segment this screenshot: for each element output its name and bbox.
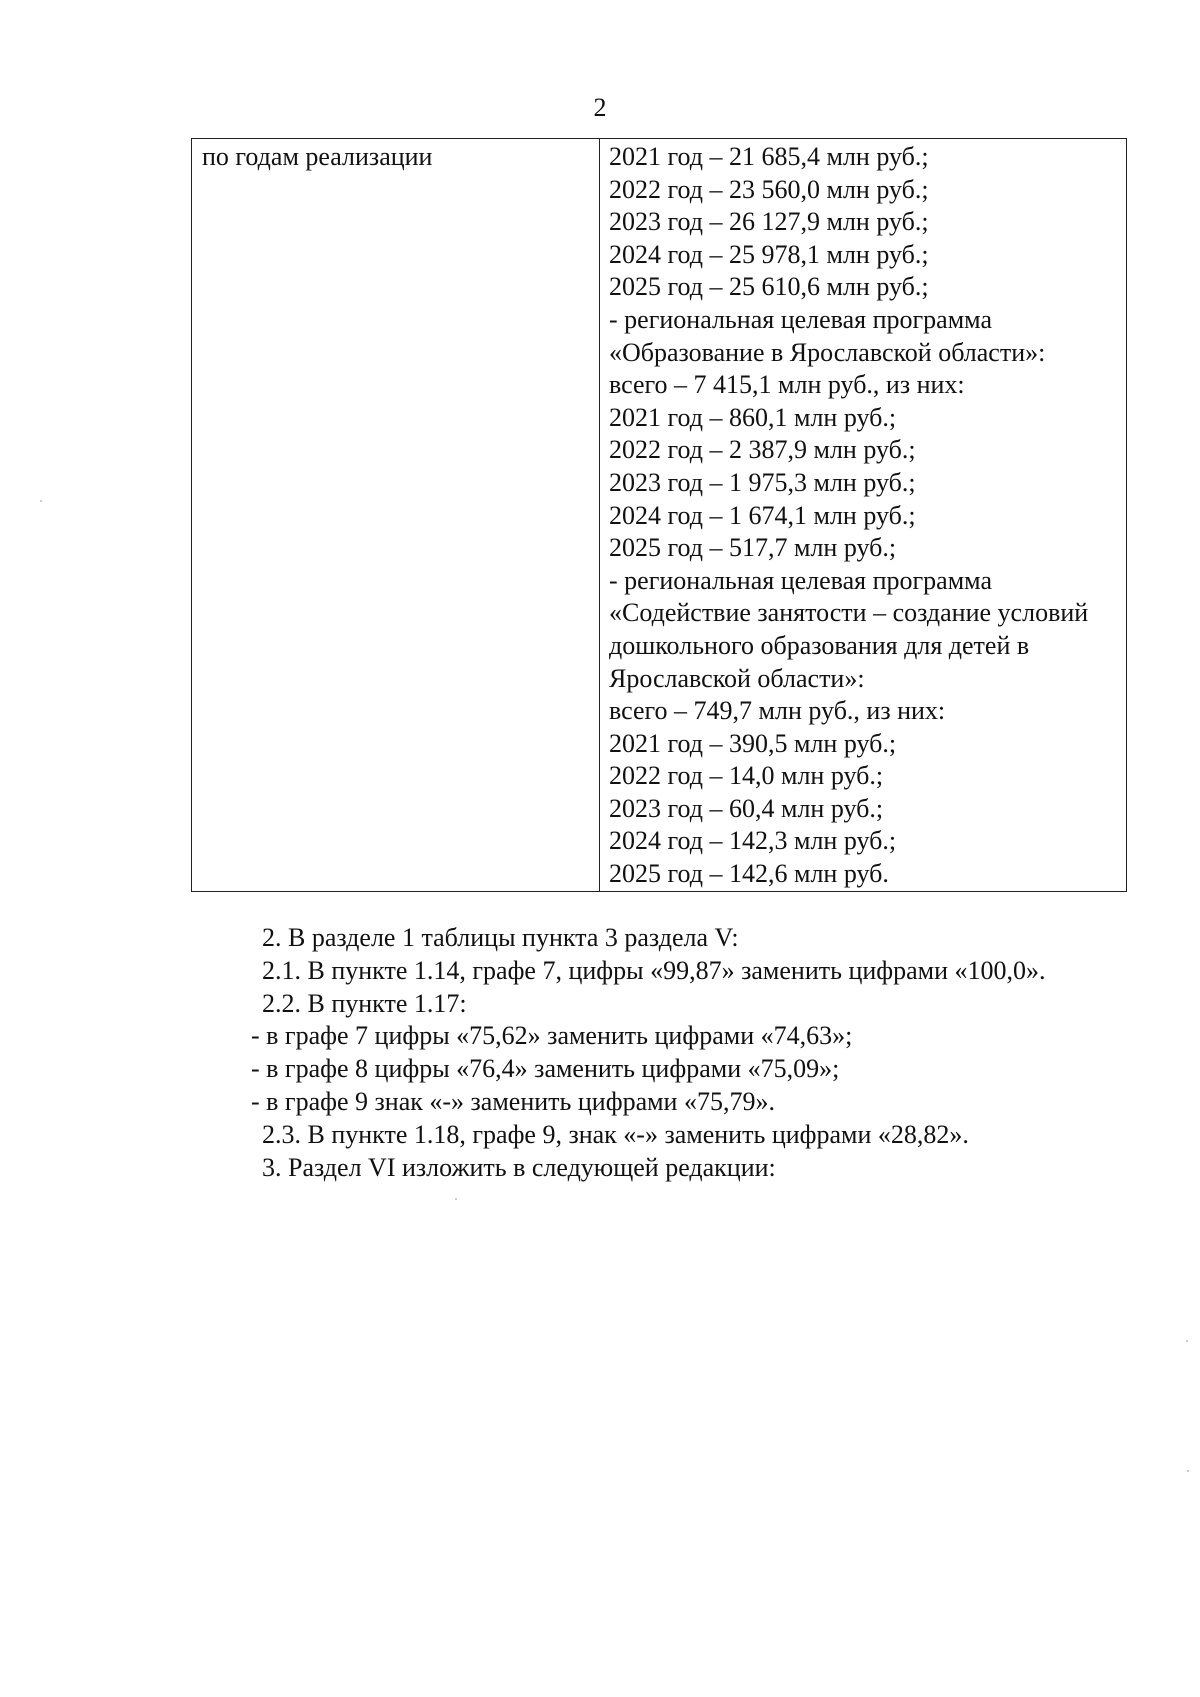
scan-speck	[1187, 1470, 1189, 1472]
row-label: по годам реализации	[202, 142, 433, 171]
scan-speck	[455, 1198, 457, 1200]
value-line: 2022 год – 2 387,9 млн руб.;	[609, 435, 916, 465]
value-line: - региональная целевая программа	[609, 304, 992, 334]
budget-table	[191, 138, 1127, 892]
value-line: 2025 год – 25 610,6 млн руб.;	[609, 272, 929, 302]
scan-speck	[1186, 1340, 1188, 1342]
value-line: 2021 год – 860,1 млн руб.;	[609, 402, 897, 432]
value-line: 2023 год – 60,4 млн руб.;	[609, 793, 884, 823]
paragraph: 2.2. В пункте 1.17:	[262, 988, 467, 1018]
value-line: 2024 год – 142,3 млн руб.;	[609, 826, 897, 856]
value-line: всего – 749,7 млн руб., из них:	[609, 696, 946, 726]
value-line: 2024 год – 25 978,1 млн руб.;	[609, 239, 929, 269]
value-line: 2025 год – 142,6 млн руб.	[609, 859, 889, 889]
table-row	[192, 139, 1127, 892]
value-line: дошкольного образования для детей в	[609, 630, 1030, 660]
value-line: «Содействие занятости – создание условий	[609, 598, 1089, 628]
value-line: 2023 год – 1 975,3 млн руб.;	[609, 467, 916, 497]
table-cell-label	[192, 139, 600, 892]
value-line: 2024 год – 1 674,1 млн руб.;	[609, 500, 916, 530]
paragraph: - в графе 9 знак «-» заменить цифрами «75,79».	[251, 1086, 775, 1116]
paragraph: 2.3. В пункте 1.18, графе 9, знак «-» заменить цифрами «28,82».	[262, 1119, 969, 1149]
budget-table-container	[191, 138, 1127, 892]
amendment-text	[251, 922, 1142, 1184]
paragraph: 2. В разделе 1 таблицы пункта 3 раздела V:	[262, 923, 739, 952]
paragraph: - в графе 8 цифры «76,4» заменить цифрами «75,09»;	[251, 1054, 840, 1084]
paragraph: - в графе 7 цифры «75,62» заменить цифрами «74,63»;	[251, 1021, 853, 1051]
paragraph: 3. Раздел VI изложить в следующей редакции:	[262, 1152, 776, 1182]
value-line: 2022 год – 23 560,0 млн руб.;	[609, 174, 929, 204]
value-line: всего – 7 415,1 млн руб., из них:	[609, 370, 965, 400]
paragraph: 2.1. В пункте 1.14, графе 7, цифры «99,87» заменить цифрами «100,0».	[262, 955, 1046, 985]
value-line: 2023 год – 26 127,9 млн руб.;	[609, 207, 929, 237]
value-line: 2025 год – 517,7 млн руб.;	[609, 533, 897, 563]
table-cell-values	[600, 139, 1127, 892]
value-line: - региональная целевая программа	[609, 565, 992, 595]
value-line: 2021 год – 390,5 млн руб.;	[609, 728, 897, 758]
value-line: 2021 год – 21 685,4 млн руб.;	[609, 142, 929, 171]
scan-speck	[40, 500, 42, 502]
value-line: Ярославской области»:	[609, 663, 865, 693]
value-line: 2022 год – 14,0 млн руб.;	[609, 761, 884, 791]
page-number: 2	[593, 93, 607, 122]
value-line: «Образование в Ярославской области»:	[609, 337, 1046, 367]
